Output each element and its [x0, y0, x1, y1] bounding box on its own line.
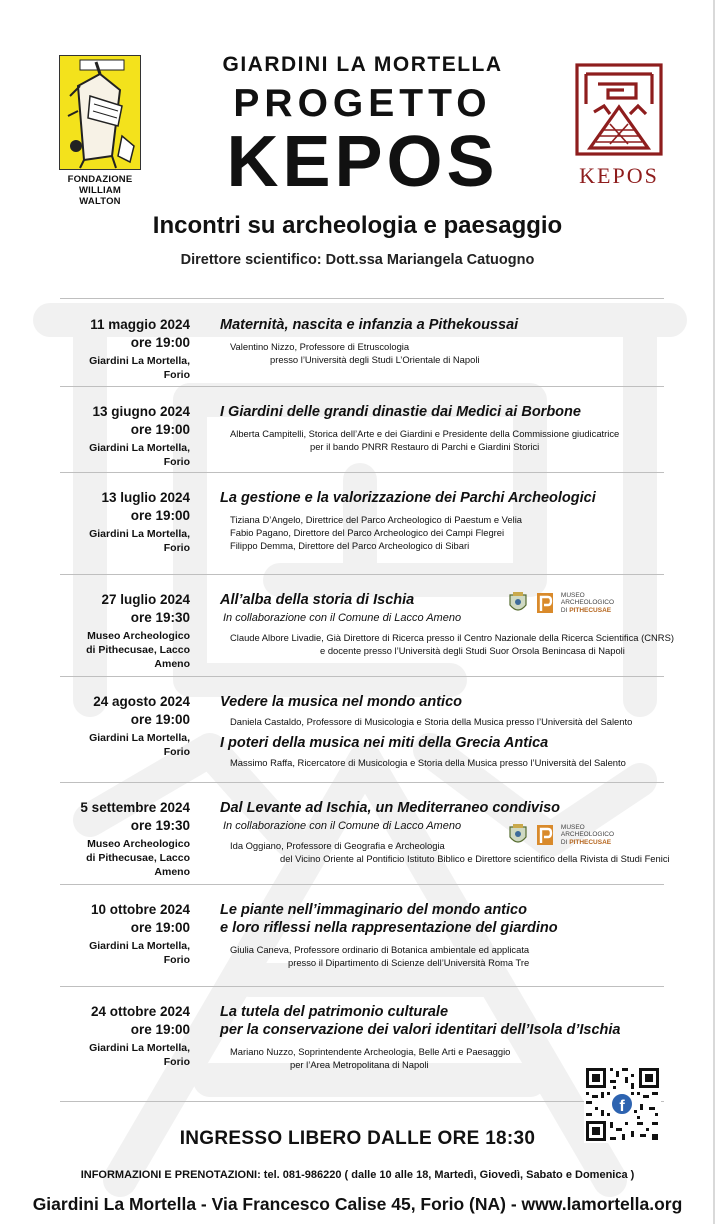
event-content [220, 901, 664, 969]
museo-line-3b: PITHECUSAE [569, 838, 612, 846]
event-row [60, 386, 664, 472]
comune-crest-icon [507, 591, 529, 615]
event-time: ore 19:00 [130, 422, 190, 437]
museo-text [561, 592, 614, 615]
event-speaker: del Vicino Oriente al Pontificio Istituto Biblico e Direttore scientifico della Rivista di Studi Fenici [280, 853, 670, 864]
event-collaboration: In collaborazione con il Comune di Lacco Ameno [223, 612, 462, 624]
event-date: 24 agosto 2024 [93, 694, 190, 709]
museo-line-1: MUSEO [560, 591, 585, 599]
event-title: La tutela del patrimonio culturale [220, 1004, 449, 1020]
event-venue: Giardini La Mortella, Forio [89, 355, 190, 381]
kepos-logo-mark [574, 62, 664, 157]
facebook-icon[interactable]: f [610, 1092, 634, 1116]
museo-pithecusae-logo [507, 591, 614, 615]
event-time: ore 19:00 [130, 335, 190, 350]
event-speaker: presso il Dipartimento di Scienze dell’Università Roma Tre [288, 957, 530, 968]
event-list [60, 298, 674, 1102]
museo-line-1: MUSEO [560, 823, 585, 831]
event-title: Dal Levante ad Ischia, un Mediterraneo condiviso [220, 800, 561, 816]
museo-p-icon [535, 823, 555, 847]
kepos-logo [573, 62, 665, 187]
event-row [60, 884, 664, 986]
event-speaker: per l’Area Metropolitana di Napoli [290, 1059, 429, 1070]
event-speaker: Mariano Nuzzo, Soprintendente Archeologia, Belle Arti e Paesaggio [230, 1046, 511, 1057]
event-row [60, 986, 664, 1102]
event-date: 24 ottobre 2024 [90, 1004, 190, 1019]
event-content [220, 693, 664, 769]
event-date: 5 settembre 2024 [80, 800, 190, 815]
event-date: 10 ottobre 2024 [90, 902, 190, 917]
ex-libris-illustration [59, 55, 141, 170]
event-date: 13 giugno 2024 [92, 404, 190, 419]
title-block [150, 52, 575, 200]
caption-line-2: WILLIAM WALTON [78, 185, 122, 207]
caption-line-1: FONDAZIONE [67, 174, 133, 185]
event-row [60, 574, 674, 676]
event-venue: Museo Archeologico [87, 838, 190, 850]
event-title: Le piante nell’immaginario del mondo antico [220, 902, 527, 918]
event-row [60, 472, 664, 574]
event-venue: Giardini La Mortella, Forio [89, 732, 190, 758]
event-content [220, 489, 664, 552]
event-speaker-2: Massimo Raffa, Ricercatore di Musicologia e Storia della Musica presso l’Università del Salento [230, 757, 626, 768]
event-speaker: Ida Oggiano, Professore di Geografia e Archeologia [230, 840, 445, 851]
event-speaker: Filippo Demma, Direttore del Parco Archeologico di Sibari [230, 540, 470, 551]
event-time: ore 19:00 [130, 920, 190, 935]
fondazione-walton-logo [58, 55, 142, 207]
event-speaker: Tiziana D’Angelo, Direttrice del Parco Archeologico di Paestum e Velia [230, 514, 522, 525]
title-kepos: KEPOS [226, 122, 499, 202]
event-time: ore 19:30 [130, 818, 190, 833]
event-date-block [60, 799, 190, 879]
event-content [220, 403, 664, 453]
event-date-block [60, 403, 190, 469]
event-title: I Giardini delle grandi dinastie dai Medici ai Borbone [220, 404, 581, 420]
museo-line-3: DI [560, 838, 568, 846]
museo-p-icon [535, 591, 555, 615]
museo-line-2: ARCHEOLOGICO [560, 831, 614, 839]
event-title: La gestione e la valorizzazione dei Parchi Archeologici [220, 490, 596, 506]
event-time: ore 19:30 [130, 610, 190, 625]
event-title: per la conservazione dei valori identitari dell’Isola d’Ischia [220, 1022, 621, 1038]
event-speaker: Fabio Pagano, Direttore del Parco Archeologico dei Campi Flegrei [230, 527, 505, 538]
event-title: e loro riflessi nella rappresentazione del giardino [220, 920, 558, 936]
event-speaker: Alberta Campitelli, Storica dell’Arte e dei Giardini e Presidente della Commissione giudicatrice [230, 428, 620, 439]
event-speaker: presso l’Università degli Studi L’Orientale di Napoli [270, 354, 480, 365]
event-time: ore 19:00 [130, 1022, 190, 1037]
kepos-logo-word: KEPOS [579, 163, 659, 188]
event-venue: Giardini La Mortella, Forio [89, 940, 190, 966]
event-speaker: Daniela Castaldo, Professore di Musicologia e Storia della Musica presso l’Università del Salento [230, 716, 633, 727]
title-venue: GIARDINI LA MORTELLA [222, 53, 503, 76]
event-speaker: per il bando PNRR Restauro di Parchi e Giardini Storici [310, 441, 540, 452]
event-time: ore 19:00 [130, 712, 190, 727]
event-date: 11 maggio 2024 [90, 317, 190, 332]
title-progetto: PROGETTO [233, 82, 492, 125]
logo-caption [58, 174, 142, 207]
museo-text [561, 824, 614, 847]
event-date-block [60, 1003, 190, 1069]
event-speaker: Claude Albore Livadie, Già Direttore di Ricerca presso il Centro Nazionale della Ricerca Scientifica (CNRS) [230, 632, 674, 643]
event-speaker: Valentino Nizzo, Professore di Etruscologia [230, 341, 410, 352]
comune-crest-icon [507, 823, 529, 847]
event-venue: di Pithecusae, Lacco Ameno [86, 852, 190, 878]
museo-pithecusae-logo [507, 823, 614, 847]
event-row [60, 782, 670, 884]
director: Direttore scientifico: Dott.ssa Mariangela Catuogno [180, 252, 535, 268]
free-entry-notice: INGRESSO LIBERO DALLE ORE 18:30 [179, 1128, 536, 1149]
event-collaboration: In collaborazione con il Comune di Lacco Ameno [223, 820, 462, 832]
museo-line-2: ARCHEOLOGICO [560, 599, 614, 607]
booking-info: INFORMAZIONI E PRENOTAZIONI: tel. 081-986220 ( dalle 10 alle 18, Martedì, Giovedì, Sabato e Domenica ) [80, 1169, 635, 1181]
event-title: Maternità, nascita e infanzia a Pithekoussai [220, 317, 519, 333]
event-time: ore 19:00 [130, 508, 190, 523]
event-date-block [60, 693, 190, 759]
museo-line-3b: PITHECUSAE [569, 606, 612, 614]
event-content [220, 1003, 664, 1071]
event-date-block [60, 591, 190, 671]
event-date-block [60, 901, 190, 967]
event-venue: Giardini La Mortella, Forio [89, 1042, 190, 1068]
event-date: 27 luglio 2024 [101, 592, 190, 607]
event-venue: Giardini La Mortella, Forio [89, 442, 190, 468]
event-title-2: I poteri della musica nei miti della Grecia Antica [220, 735, 549, 751]
museo-line-3: DI [560, 606, 568, 614]
event-speaker: e docente presso l’Università degli Studi Suor Orsola Benincasa di Napoli [320, 645, 625, 656]
event-content [220, 316, 664, 366]
event-date: 13 luglio 2024 [101, 490, 190, 505]
event-row [60, 676, 664, 782]
event-venue: di Pithecusae, Lacco Ameno [86, 644, 190, 670]
event-speaker: Giulia Caneva, Professore ordinario di Botanica ambientale ed applicata [230, 944, 530, 955]
subtitle: Incontri su archeologia e paesaggio [152, 212, 563, 239]
address-line: Giardini La Mortella - Via Francesco Calise 45, Forio (NA) - www.lamortella.org [32, 1194, 683, 1214]
event-date-block [60, 316, 190, 382]
event-row [60, 298, 664, 386]
event-date-block [60, 489, 190, 555]
event-venue: Giardini La Mortella, Forio [89, 528, 190, 554]
event-title: Vedere la musica nel mondo antico [220, 694, 463, 710]
event-title: All’alba della storia di Ischia [220, 592, 415, 608]
event-venue: Museo Archeologico [87, 630, 190, 642]
